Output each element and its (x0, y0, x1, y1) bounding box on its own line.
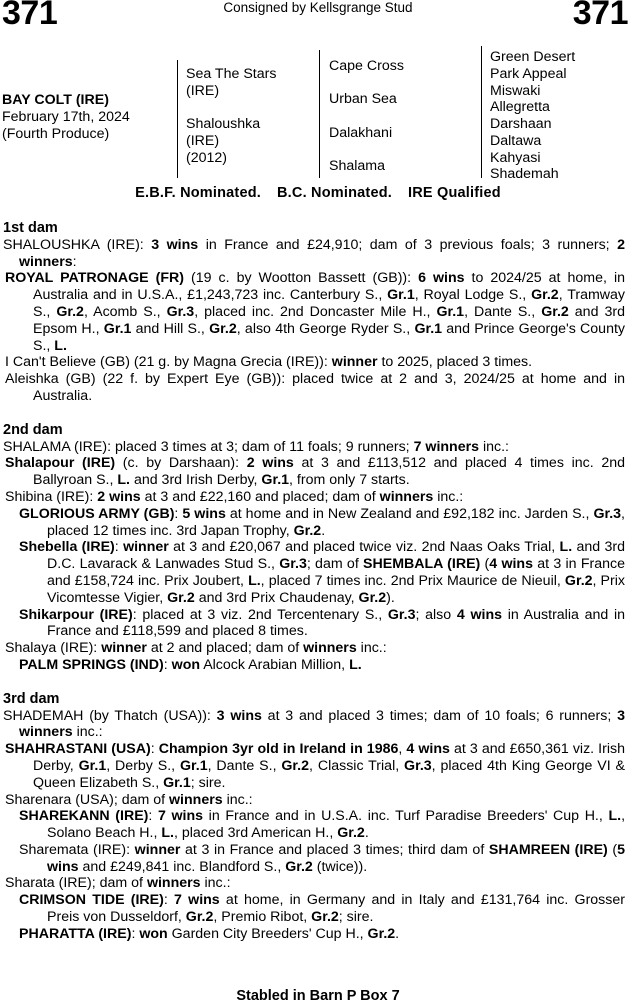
produce-sharekann: SHAREKANN (IRE): 7 wins in France and in U.S.A. inc. Turf Paradise Breeders' Cup H., L., Solano Beach H., L., placed 3rd American H., Gr.2. (19, 808, 626, 842)
heading-first-dam: 1st dam (3, 220, 58, 236)
horse-produce: (Fourth Produce) (2, 126, 110, 142)
produce-crimson-tide: CRIMSON TIDE (IRE): 7 wins at home, in Germany and in Italy and £131,764 inc. Grosser Preis von Dusseldorf, Gr.2, Premio Ribot, Gr.2; sire. (19, 892, 625, 926)
pedigree-divider-2 (319, 50, 320, 178)
consignor: Consigned by Kellsgrange Stud (223, 0, 413, 15)
nomination-ebf: E.B.F. Nominated. (135, 185, 262, 201)
gen4-5: Darshaan (490, 116, 552, 132)
gen4-3: Miswaki (490, 83, 541, 99)
dam-name: Shaloushka (186, 116, 261, 132)
dam-sire: Dalakhani (329, 125, 393, 141)
produce-sharemata: Sharemata (IRE): winner at 3 in France and placed 3 times; third dam of SHAMREEN (IRE) (5 wins and £249,841 inc. Blandford S., Gr.2 (twice)). (19, 841, 626, 875)
horse-foaled: February 17th, 2024 (2, 109, 130, 125)
pedigree-divider-3 (481, 46, 482, 178)
produce-sharata: Sharata (IRE); dam of winners inc.: (5, 875, 231, 892)
third-dam-entry: SHADEMAH (by Thatch (USA)): 3 wins at 3 and placed 3 times; dam of 10 foals; 6 runners; 3 winners inc.: (3, 707, 625, 741)
gen4-4: Allegretta (490, 99, 550, 115)
gen4-8: Shademah (490, 166, 559, 182)
first-dam-entry: SHALOUSHKA (IRE): 3 wins in France and £24,910; dam of 3 previous foals; 3 runners; 2 winners: (3, 236, 625, 270)
produce-aleishka: Aleishka (GB) (22 f. by Expert Eye (GB)): placed twice at 2 and 3, 2024/25 at home and in Australia. (5, 371, 625, 404)
produce-shibina: Shibina (IRE): 2 wins at 3 and £22,160 and placed; dam of winners inc.: (5, 488, 464, 505)
horse-name: BAY COLT (IRE) (2, 92, 109, 108)
produce-pharatta: PHARATTA (IRE): won Garden City Breeders' Cup H., Gr.2. (19, 925, 400, 942)
produce-shikarpour: Shikarpour (IRE): placed at 3 viz. 2nd Tercentenary S., Gr.3; also 4 wins in Australia and in France and £118,599 and placed 8 times. (19, 606, 626, 640)
lot-number-left: 371 (2, 0, 58, 32)
produce-i-cant-believe: I Can't Believe (GB) (21 g. by Magna Grecia (IRE)): winner to 2025, placed 3 times. (5, 354, 533, 371)
gen4-7: Kahyasi (490, 150, 541, 166)
sire-sire: Cape Cross (329, 58, 404, 74)
sire-dam: Urban Sea (329, 91, 397, 107)
produce-royal-patronage: ROYAL PATRONAGE (FR) (19 c. by Wootton Bassett (GB)): 6 wins to 2024/25 at home, in Australia and in U.S.A., £1,243,723 inc. Canterbury S., Gr.1, Royal Lodge S., Gr.2, Tramway S., Gr.2, Acomb S., Gr.3, placed inc. 2nd Doncaster Mile H., Gr.1, Dante S., Gr.2 and 3rd Epsom H., Gr.1 and Hill S., Gr.2, also 4th George Ryder S., Gr.1 and Prince George's County S., L. (5, 270, 626, 354)
gen4-1: Green Desert (490, 49, 576, 65)
nomination-ire: IRE Qualified (408, 185, 501, 201)
pedigree-divider-1 (177, 60, 178, 178)
nominations (0, 185, 636, 201)
gen4-6: Daltawa (490, 133, 542, 149)
stabling-info: Stabled in Barn P Box 7 (236, 988, 400, 1004)
sire-name: Sea The Stars (186, 66, 277, 82)
heading-third-dam: 3rd dam (3, 690, 60, 707)
dam-year: (2012) (186, 150, 228, 166)
sire-country: (IRE) (186, 83, 220, 99)
produce-glorious-army: GLORIOUS ARMY (GB): 5 wins at home and in New Zealand and £92,182 inc. Jarden S., Gr.3, placed 12 times inc. 3rd Japan Trophy, Gr.2. (19, 505, 625, 539)
catalogue-body (3, 220, 625, 943)
produce-sharenara: Sharenara (USA); dam of winners inc.: (5, 791, 253, 808)
produce-shalapour: Shalapour (IRE) (c. by Darshaan): 2 wins at 3 and £113,512 and placed 4 times inc. 2nd Ballyroan S., L. and 3rd Irish Derby, Gr.1, from only 7 starts. (5, 455, 625, 489)
heading-second-dam: 2nd dam (3, 421, 63, 438)
dam-dam: Shalama (329, 158, 385, 174)
produce-shebella: Shebella (IRE): winner at 3 and £20,067 and placed twice viz. 2nd Naas Oaks Trial, L. and 3rd D.C. Lavarack & Lanwades Stud S., Gr.3; dam of SHEMBALA (IRE) (4 wins at 3 in France and £158,724 inc. Prix Joubert, L., placed 7 times inc. 2nd Prix Maurice de Nieuil, Gr.2, Prix Vicomtesse Vigier, Gr.2 and 3rd Prix Chaudenay, Gr.2). (19, 539, 625, 606)
gen4-2: Park Appeal (490, 66, 567, 82)
lot-number-right: 371 (572, 0, 628, 32)
second-dam-entry: SHALAMA (IRE): placed 3 times at 3; dam of 11 foals; 9 runners; 7 winners inc.: (3, 438, 509, 455)
nomination-bc: B.C. Nominated. (277, 185, 392, 201)
produce-shalaya: Shalaya (IRE): winner at 2 and placed; dam of winners inc.: (5, 640, 387, 657)
dam-country: (IRE) (186, 133, 220, 149)
produce-palm-springs: PALM SPRINGS (IND): won Alcock Arabian Million, L. (19, 656, 362, 673)
produce-shahrastani: SHAHRASTANI (USA): Champion 3yr old in Ireland in 1986, 4 wins at 3 and £650,361 viz. Irish Derby, Gr.1, Derby S., Gr.1, Dante S., Gr.2, Classic Trial, Gr.3, placed 4th King George VI & Queen Elizabeth S., Gr.1; sire. (5, 741, 625, 791)
